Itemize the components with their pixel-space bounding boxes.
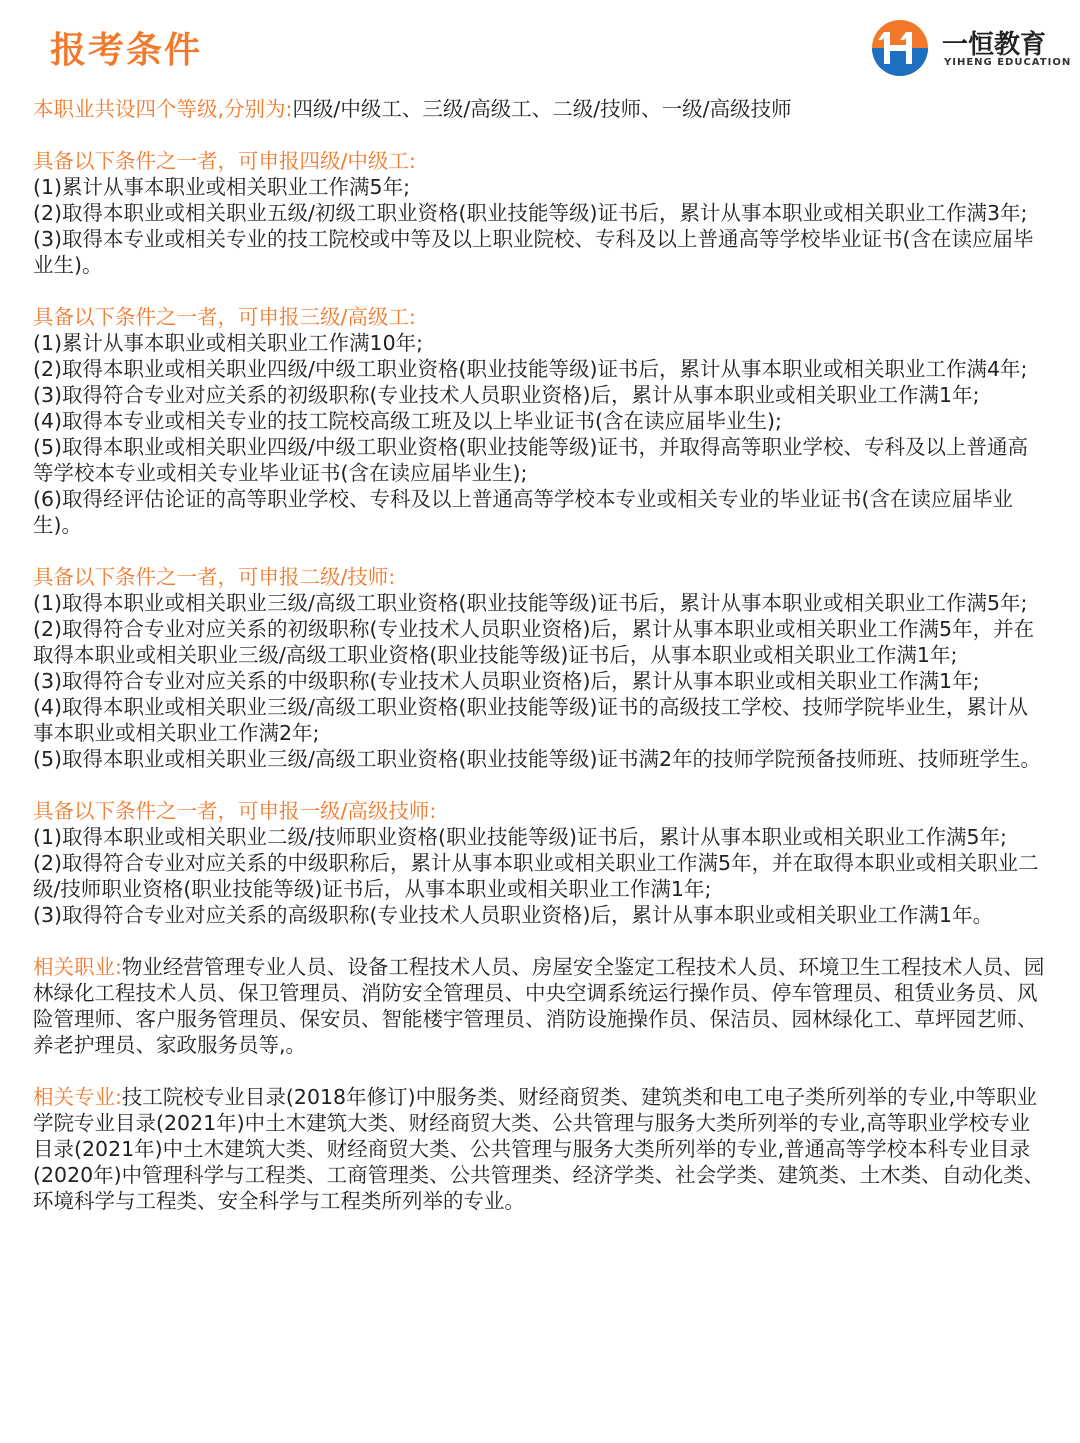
- qualification-sections: [33, 148, 1048, 928]
- condition-item: (1)取得本职业或相关职业三级/高级工职业资格(职业技能等级)证书后，累计从事本职业或相关职业工作满5年;: [33, 591, 1028, 615]
- condition-item: (3)取得符合专业对应关系的中级职称(专业技术人员职业资格)后，累计从事本职业或相关职业工作满1年;: [33, 669, 980, 693]
- section-heading: 具备以下条件之一者，可申报二级/技师:: [33, 565, 396, 589]
- condition-item: (2)取得本职业或相关职业五级/初级工职业资格(职业技能等级)证书后，累计从事本职业或相关职业工作满3年;: [33, 201, 1028, 225]
- qualification-section: [33, 148, 1048, 278]
- intro-text: 四级/中级工、三级/高级工、二级/技师、一级/高级技师: [292, 97, 792, 121]
- logo-subtitle: YIHENG EDUCATION: [944, 57, 1072, 68]
- logo-mark-icon: [870, 18, 930, 78]
- condition-item: (5)取得本职业或相关职业三级/高级工职业资格(职业技能等级)证书满2年的技师学院预备技师班、技师班学生。: [33, 747, 1041, 771]
- condition-item: (6)取得经评估论证的高等职业学校、专科及以上普通高等学校本专业或相关专业的毕业证书(含在读应届毕业生)。: [33, 487, 1014, 537]
- qualification-section: [33, 564, 1048, 772]
- section-heading: 具备以下条件之一者，可申报三级/高级工:: [33, 305, 416, 329]
- condition-item: (1)累计从事本职业或相关职业工作满5年;: [33, 175, 410, 199]
- condition-item: (2)取得符合专业对应关系的中级职称后，累计从事本职业或相关职业工作满5年，并在取得本职业或相关职业二级/技师职业资格(职业技能等级)证书后，从事本职业或相关职业工作满1年;: [33, 851, 1039, 901]
- brand-logo: [870, 18, 1072, 78]
- logo-name: 一恒教育: [942, 30, 1047, 60]
- qualification-section: [33, 304, 1048, 538]
- related-jobs: [33, 954, 1048, 1058]
- condition-item: (5)取得本职业或相关职业四级/中级工职业资格(职业技能等级)证书，并取得高等职业学校、专科及以上普通高等学校本专业或相关专业毕业证书(含在读应届毕业生);: [33, 435, 1028, 485]
- page-title: 报考条件: [50, 30, 203, 71]
- requirements-content: [33, 96, 1048, 1240]
- related-majors: [33, 1084, 1048, 1214]
- condition-item: (4)取得本专业或相关专业的技工院校高级工班及以上毕业证书(含在读应届毕业生);: [33, 409, 782, 433]
- section-heading: 具备以下条件之一者，可申报四级/中级工:: [33, 149, 416, 173]
- condition-item: (4)取得本职业或相关职业三级/高级工职业资格(职业技能等级)证书的高级技工学校、技师学院毕业生，累计从事本职业或相关职业工作满2年;: [33, 695, 1028, 745]
- related-majors-text: 技工院校专业目录(2018年修订)中服务类、财经商贸类、建筑类和电工电子类所列举的专业,中等职业学院专业目录(2021年)中土木建筑大类、财经商贸大类、公共管理与服务大类所列举的专业,高等职业学校专业目录(2021年)中土木建筑大类、财经商贸大类、公共管理与服务大类所列举的专业,普通高等学校本科专业目录(2020年)中管理科学与工程类、工商管理类、公共管理类、经济学类、社会学类、建筑类、土木类、自动化类、环境科学与工程类、安全科学与工程类所列举的专业。: [33, 1085, 1045, 1213]
- condition-item: (1)取得本职业或相关职业二级/技师职业资格(职业技能等级)证书后，累计从事本职业或相关职业工作满5年;: [33, 825, 1007, 849]
- condition-item: (3)取得本专业或相关专业的技工院校或中等及以上职业院校、专科及以上普通高等学校毕业证书(含在读应届毕业生)。: [33, 227, 1034, 277]
- condition-item: (2)取得符合专业对应关系的初级职称(专业技术人员职业资格)后，累计从事本职业或相关职业工作满5年，并在取得本职业或相关职业三级/高级工职业资格(职业技能等级)证书后，从事本职业或相关职业工作满1年;: [33, 617, 1035, 667]
- condition-item: (3)取得符合专业对应关系的初级职称(专业技术人员职业资格)后，累计从事本职业或相关职业工作满1年;: [33, 383, 980, 407]
- section-heading: 具备以下条件之一者，可申报一级/高级技师:: [33, 799, 437, 823]
- intro-line: [33, 96, 1048, 122]
- condition-item: (3)取得符合专业对应关系的高级职称(专业技术人员职业资格)后，累计从事本职业或相关职业工作满1年。: [33, 903, 994, 927]
- qualification-section: [33, 798, 1048, 928]
- intro-label: 本职业共设四个等级,分别为:: [33, 97, 293, 121]
- related-majors-label: 相关专业:: [33, 1085, 122, 1109]
- condition-item: (2)取得本职业或相关职业四级/中级工职业资格(职业技能等级)证书后，累计从事本职业或相关职业工作满4年;: [33, 357, 1028, 381]
- condition-item: (1)累计从事本职业或相关职业工作满10年;: [33, 331, 424, 355]
- related-jobs-text: 物业经营管理专业人员、设备工程技术人员、房屋安全鉴定工程技术人员、环境卫生工程技术人员、园林绿化工程技术人员、保卫管理员、消防安全管理员、中央空调系统运行操作员、停车管理员、租赁业务员、风险管理师、客户服务管理员、保安员、智能楼宇管理员、消防设施操作员、保洁员、园林绿化工、草坪园艺师、养老护理员、家政服务员等,。: [33, 955, 1045, 1057]
- related-jobs-label: 相关职业:: [33, 955, 122, 979]
